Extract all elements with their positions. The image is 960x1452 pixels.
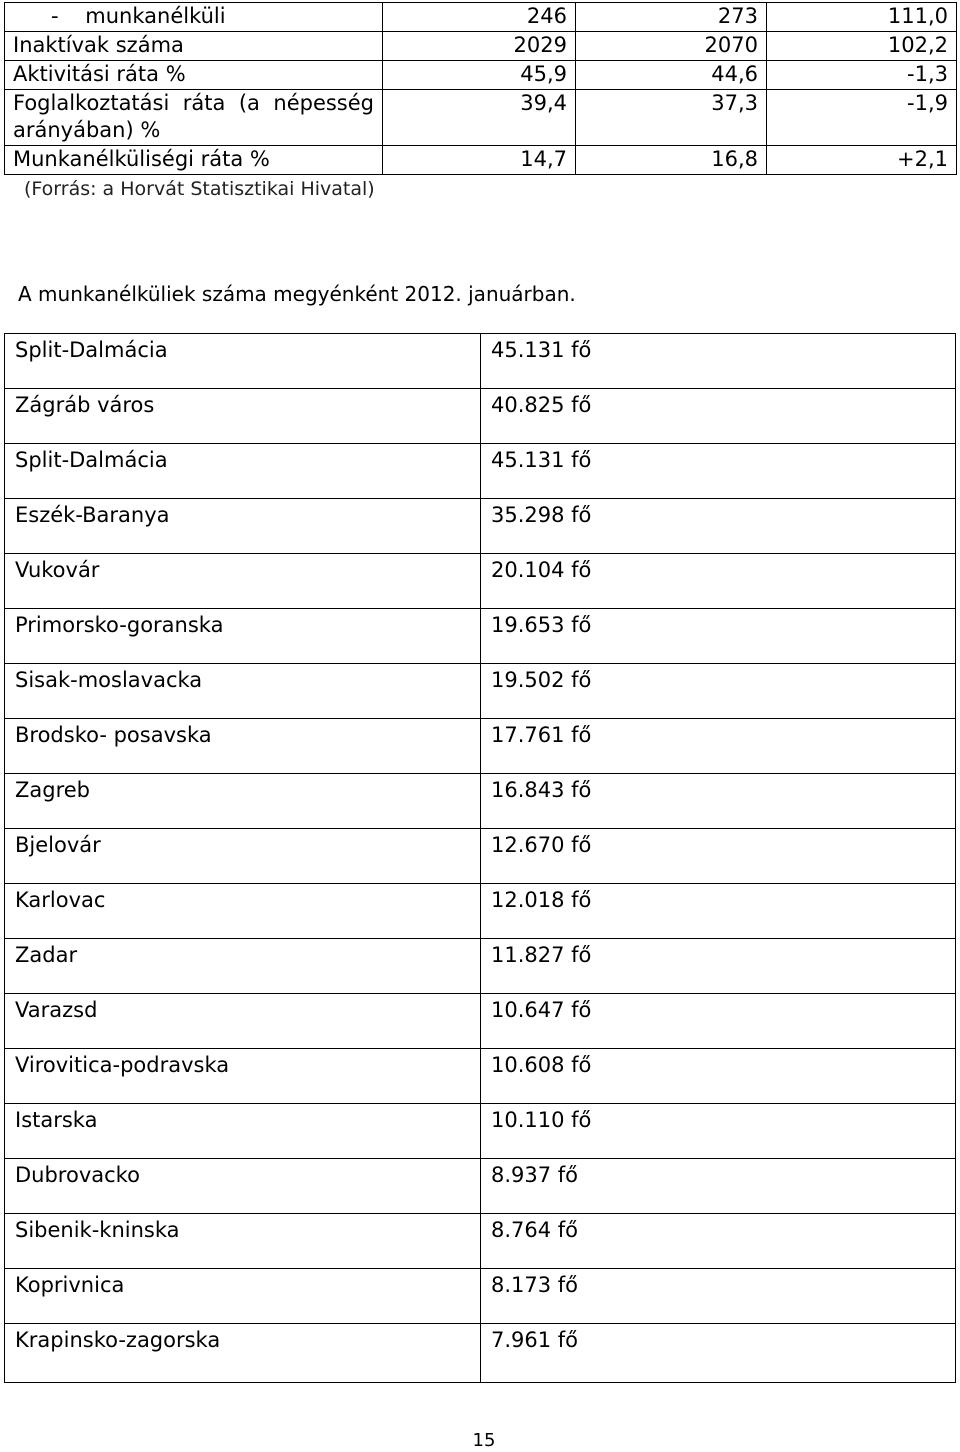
summary-table [4, 2, 957, 175]
table-row [5, 609, 956, 664]
county-name: Vukovár [5, 554, 481, 609]
value-cell: 44,6 [576, 61, 767, 90]
value-cell: 273 [576, 3, 767, 32]
value-cell: 14,7 [383, 146, 576, 175]
value-cell: -1,3 [767, 61, 957, 90]
unemployed-count: 10.608 fő [481, 1049, 956, 1104]
county-name: Krapinsko-zagorska [5, 1324, 481, 1383]
table-row [5, 1159, 956, 1214]
table-row [5, 774, 956, 829]
row-label: Munkanélküliségi ráta % [5, 146, 383, 175]
unemployed-count: 8.764 fő [481, 1214, 956, 1269]
table-row [5, 61, 957, 90]
table-row [5, 90, 957, 146]
unemployed-count: 19.653 fő [481, 609, 956, 664]
county-name: Sisak-moslavacka [5, 664, 481, 719]
county-name: Brodsko- posavska [5, 719, 481, 774]
unemployed-count: 16.843 fő [481, 774, 956, 829]
table-row [5, 664, 956, 719]
section-heading: A munkanélküliek száma megyénként 2012. januárban. [18, 282, 576, 306]
table-row [5, 719, 956, 774]
unemployed-count: 12.670 fő [481, 829, 956, 884]
unemployed-count: 19.502 fő [481, 664, 956, 719]
table-row [5, 1104, 956, 1159]
county-name: Sibenik-kninska [5, 1214, 481, 1269]
row-label: - munkanélküli [5, 3, 383, 32]
row-label: Inaktívak száma [5, 32, 383, 61]
unemployed-count: 20.104 fő [481, 554, 956, 609]
unemployed-count: 11.827 fő [481, 939, 956, 994]
unemployed-count: 40.825 fő [481, 389, 956, 444]
value-cell: -1,9 [767, 90, 957, 146]
value-cell: +2,1 [767, 146, 957, 175]
table-row [5, 1049, 956, 1104]
unemployed-count: 10.647 fő [481, 994, 956, 1049]
table-row [5, 554, 956, 609]
value-cell: 37,3 [576, 90, 767, 146]
county-name: Split-Dalmácia [5, 334, 481, 389]
county-name: Split-Dalmácia [5, 444, 481, 499]
county-name: Bjelovár [5, 829, 481, 884]
county-name: Istarska [5, 1104, 481, 1159]
table-row [5, 939, 956, 994]
value-cell: 39,4 [383, 90, 576, 146]
unemployed-count: 17.761 fő [481, 719, 956, 774]
table-row [5, 32, 957, 61]
county-name: Zadar [5, 939, 481, 994]
unemployed-count: 35.298 fő [481, 499, 956, 554]
table-row [5, 499, 956, 554]
table-row [5, 884, 956, 939]
unemployed-count: 45.131 fő [481, 334, 956, 389]
county-name: Virovitica-podravska [5, 1049, 481, 1104]
table-row [5, 334, 956, 389]
value-cell: 2029 [383, 32, 576, 61]
unemployed-count: 7.961 fő [481, 1324, 956, 1383]
row-label: Aktivitási ráta % [5, 61, 383, 90]
table-row [5, 3, 957, 32]
county-name: Varazsd [5, 994, 481, 1049]
county-table [4, 333, 956, 1383]
source-note: (Forrás: a Horvát Statisztikai Hivatal) [24, 178, 375, 200]
county-name: Primorsko-goranska [5, 609, 481, 664]
county-name: Koprivnica [5, 1269, 481, 1324]
value-cell: 16,8 [576, 146, 767, 175]
row-label: Foglalkoztatási ráta (a népesség arányában) % [5, 90, 383, 146]
value-cell: 45,9 [383, 61, 576, 90]
table-row [5, 444, 956, 499]
value-cell: 2070 [576, 32, 767, 61]
county-name: Eszék-Baranya [5, 499, 481, 554]
county-name: Zágráb város [5, 389, 481, 444]
county-name: Karlovac [5, 884, 481, 939]
table-row [5, 1214, 956, 1269]
value-cell: 102,2 [767, 32, 957, 61]
table-row [5, 1269, 956, 1324]
table-row [5, 1324, 956, 1383]
table-row [5, 994, 956, 1049]
table-row [5, 829, 956, 884]
unemployed-count: 45.131 fő [481, 444, 956, 499]
county-name: Zagreb [5, 774, 481, 829]
unemployed-count: 10.110 fő [481, 1104, 956, 1159]
page-number: 15 [472, 1430, 496, 1451]
table-row [5, 389, 956, 444]
table-row [5, 146, 957, 175]
unemployed-count: 8.937 fő [481, 1159, 956, 1214]
unemployed-count: 8.173 fő [481, 1269, 956, 1324]
value-cell: 111,0 [767, 3, 957, 32]
unemployed-count: 12.018 fő [481, 884, 956, 939]
county-name: Dubrovacko [5, 1159, 481, 1214]
value-cell: 246 [383, 3, 576, 32]
